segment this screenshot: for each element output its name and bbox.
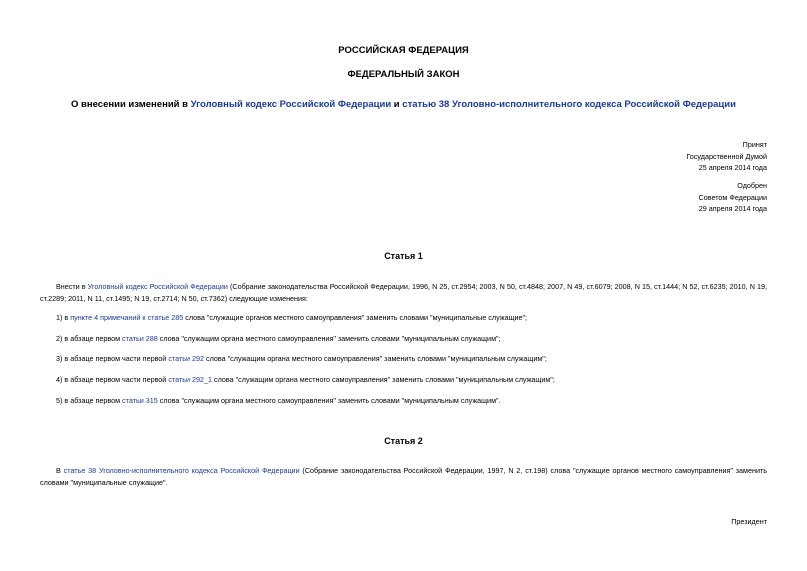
adoption-duma-line2: Государственной Думой xyxy=(686,151,767,161)
article-1-item-1 xyxy=(40,312,767,324)
signature-president: Президент xyxy=(731,517,767,526)
item-3-text-1: 3) в абзаце первом части первой xyxy=(56,354,169,363)
link-penal-code-article-38-body[interactable]: статье 38 Уголовно-исполнительного кодекса Российской Федерации xyxy=(63,466,300,475)
adoption-duma-line1: Принят xyxy=(742,140,767,149)
item-1-text-2: слова "служащие органов местного самоуправления" заменить словами "муниципальные служащие"; xyxy=(183,313,528,322)
intro-text-1: Внести в xyxy=(56,282,88,291)
adoption-duma xyxy=(686,139,767,174)
adoption-council-date: 29 апреля 2014 года xyxy=(698,204,767,213)
item-4-text-1: 4) в абзаце первом части первой xyxy=(56,375,169,384)
item-1-text-1: 1) в xyxy=(56,313,71,322)
link-criminal-code[interactable]: Уголовный кодекс Российской Федерации xyxy=(190,99,392,110)
country-heading: РОССИЙСКАЯ ФЕДЕРАЦИЯ xyxy=(338,45,469,56)
link-penal-code-article-38[interactable]: статью 38 Уголовно-исполнительного кодекса Российской Федерации xyxy=(402,99,736,110)
adoption-duma-date: 25 апреля 2014 года xyxy=(698,163,767,172)
item-2-text-1: 2) в абзаце первом xyxy=(56,334,123,343)
link-article-292[interactable]: статьи 292 xyxy=(168,354,205,363)
adoption-council-line1: Одобрен xyxy=(737,181,767,190)
link-article-288[interactable]: статьи 288 xyxy=(122,334,158,343)
item-5-text-1: 5) в абзаце первом xyxy=(56,396,123,405)
item-3-text-2: слова "служащим органа местного самоуправления" заменить словами "муниципальным служащим"; xyxy=(204,354,547,363)
item-5-text-2: слова "служащим органа местного самоуправления" заменить словами "муниципальным служащим". xyxy=(157,396,501,405)
title-text-2: и xyxy=(391,99,403,110)
link-criminal-code-intro[interactable]: Уголовный кодекс Российской Федерации xyxy=(87,282,228,291)
article-1-heading: Статья 1 xyxy=(384,251,423,261)
adoption-federation-council xyxy=(699,180,767,215)
link-article-292-1[interactable]: статьи 292_1 xyxy=(168,375,213,384)
article-2-text-2: (Собрание законодательства Российской Федерации, 1997, N 2, ст.198) слова "служащие органов местного самоуправления" заменить словами "муниципальные служащие". xyxy=(40,466,767,487)
law-title xyxy=(0,99,807,110)
link-article-285-note[interactable]: пункте 4 примечаний к статье 285 xyxy=(70,313,184,322)
article-2-text-1: В xyxy=(56,466,64,475)
article-1-item-5 xyxy=(40,395,767,407)
article-1-item-4 xyxy=(40,374,767,386)
adoption-council-line2: Советом Федерации xyxy=(698,192,767,202)
article-2-text xyxy=(40,465,767,488)
item-4-text-2: слова "служащим органа местного самоуправления" заменить словами "муниципальным служащим"; xyxy=(212,375,555,384)
article-1-item-2 xyxy=(40,333,767,345)
article-2-heading: Статья 2 xyxy=(384,436,423,446)
intro-text-2: (Собрание законодательства Российской Федерации, 1996, N 25, ст.2954; 2003, N 50, ст.4848; 2007, N 49, ст.6079; 2008, N 15, ст.1444; N 52, ст.6235; 2010, N 19, ст.2289; 2011, N 11, ст.1495; N 19, ст.2714; N 50, ст.7362) следующие изменения: xyxy=(40,282,768,303)
article-1-item-3 xyxy=(40,353,767,365)
item-2-text-2: слова "служащим органа местного самоуправления" заменить словами "муниципальным служащим"; xyxy=(157,334,501,343)
article-1-intro xyxy=(40,281,767,304)
title-text-1: О внесении изменений в xyxy=(71,99,191,110)
link-article-315[interactable]: статьи 315 xyxy=(122,396,158,405)
law-type-heading: ФЕДЕРАЛЬНЫЙ ЗАКОН xyxy=(347,69,460,80)
